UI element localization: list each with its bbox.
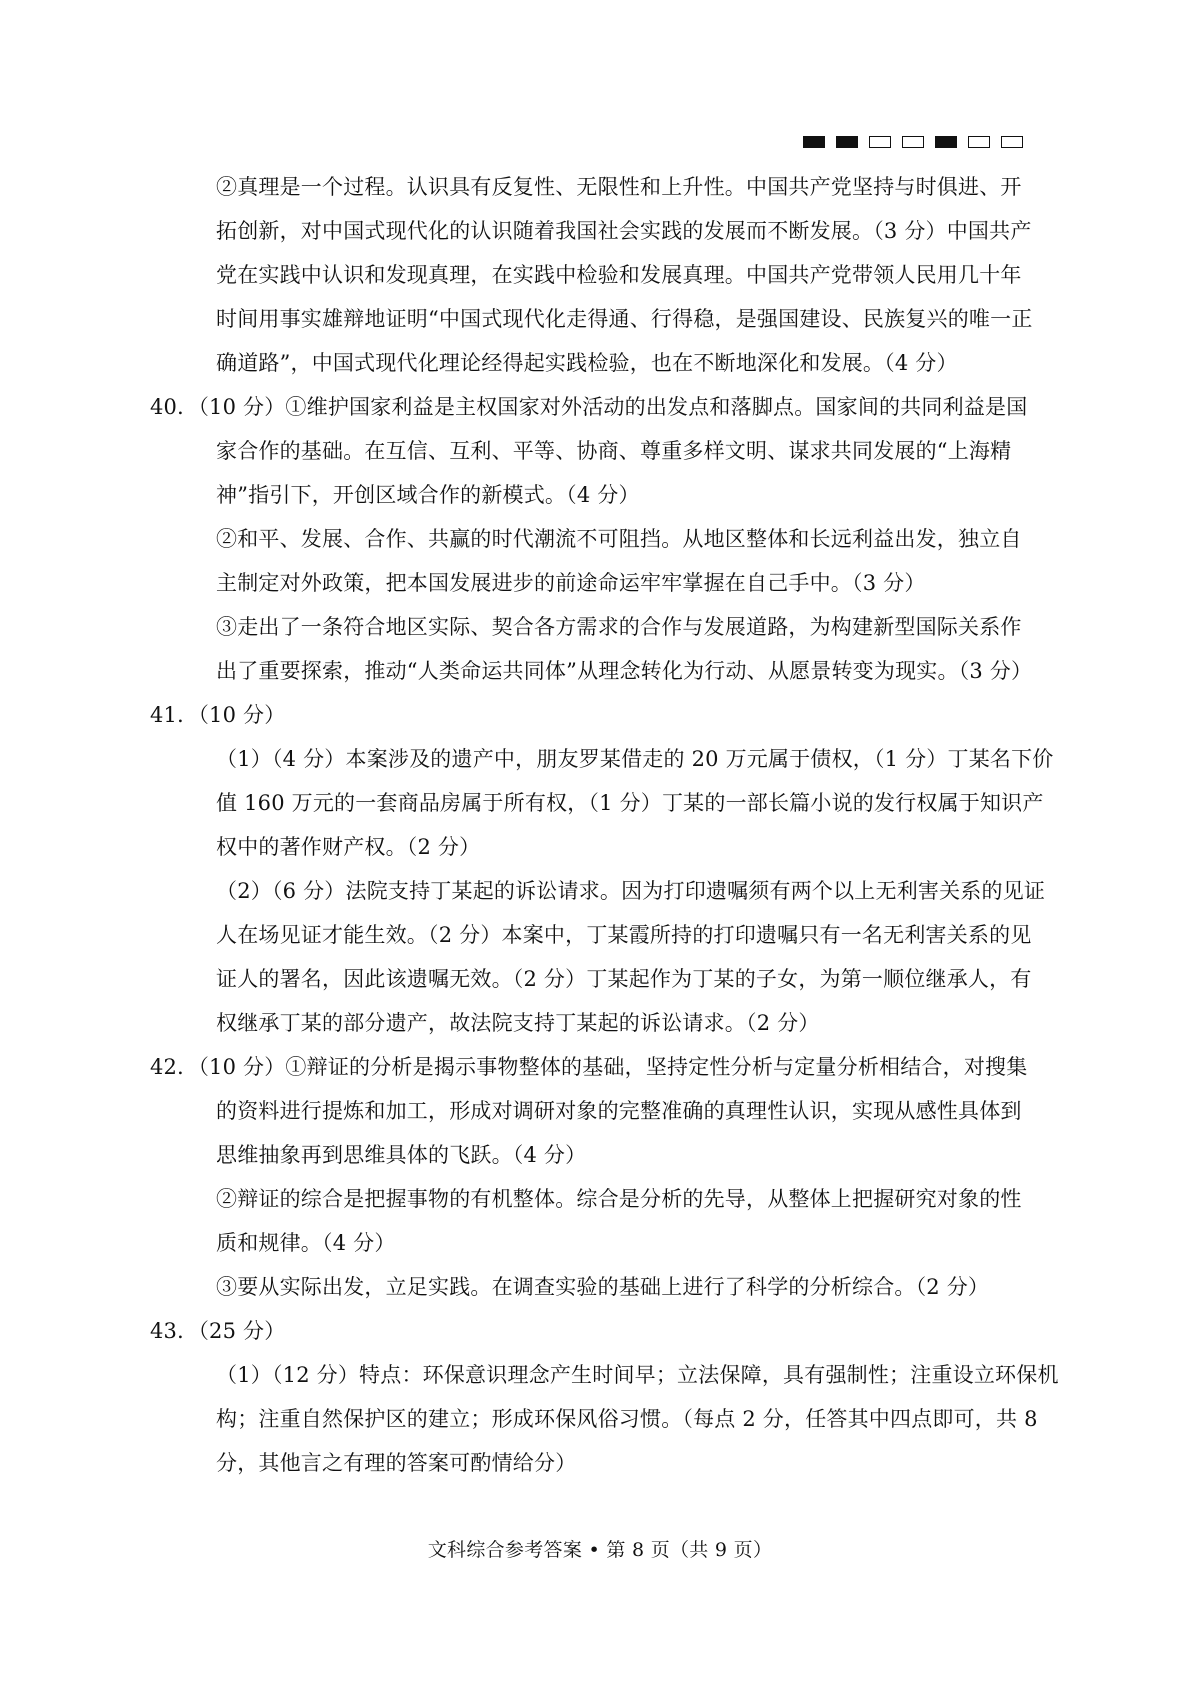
text-line: 值 160 万元的一套商品房属于所有权，（1 分）丁某的一部长篇小说的发行权属于知识产 xyxy=(216,791,1044,815)
text-line: 时间用事实雄辩地证明“中国式现代化走得通、行得稳，是强国建设、民族复兴的唯一正 xyxy=(216,307,1033,331)
text-line: ③走出了一条符合地区实际、契合各方需求的合作与发展道路，为构建新型国际关系作 xyxy=(216,615,1022,639)
header-mark xyxy=(869,136,891,148)
text-line: 出了重要探索，推动“人类命运共同体”从理念转化为行动、从愿景转变为现实。（3 分） xyxy=(216,659,1033,683)
question-41-line: 41．（10 分） xyxy=(150,703,286,727)
text-line: 质和规律。（4 分） xyxy=(216,1231,396,1255)
text-line: 权继承丁某的部分遗产，故法院支持丁某起的诉讼请求。（2 分） xyxy=(216,1011,820,1035)
text-line: （1）（12 分）特点：环保意识理念产生时间早；立法保障，具有强制性；注重设立环保机 xyxy=(216,1363,1059,1387)
text-line: 神”指引下，开创区域合作的新模式。（4 分） xyxy=(216,483,640,507)
header-mark xyxy=(902,136,924,148)
text-line: 确道路”，中国式现代化理论经得起实践检验，也在不断地深化和发展。（4 分） xyxy=(216,351,958,375)
text-line: 主制定对外政策，把本国发展进步的前途命运牢牢掌握在自己手中。（3 分） xyxy=(216,571,926,595)
text-line: 证人的署名，因此该遗嘱无效。（2 分）丁某起作为丁某的子女，为第一顺位继承人，有 xyxy=(216,967,1032,991)
header-mark xyxy=(968,136,990,148)
text-line: ②辩证的综合是把握事物的有机整体。综合是分析的先导，从整体上把握研究对象的性 xyxy=(216,1187,1022,1211)
text-line: （2）（6 分）法院支持丁某起的诉讼请求。因为打印遗嘱须有两个以上无利害关系的见证 xyxy=(216,879,1046,903)
text-line: 权中的著作财产权。（2 分） xyxy=(216,835,481,859)
text-line: 家合作的基础。在互信、互利、平等、协商、尊重多样文明、谋求共同发展的“上海精 xyxy=(216,439,1012,463)
question-43-line: 43．（25 分） xyxy=(150,1319,286,1343)
text-line: ②真理是一个过程。认识具有反复性、无限性和上升性。中国共产党坚持与时俱进、开 xyxy=(216,175,1022,199)
text-line: ③要从实际出发，立足实践。在调查实验的基础上进行了科学的分析综合。（2 分） xyxy=(216,1275,990,1299)
text-line: ②和平、发展、合作、共赢的时代潮流不可阻挡。从地区整体和长远利益出发，独立自 xyxy=(216,527,1022,551)
header-mark xyxy=(935,136,957,148)
header-mark xyxy=(836,136,858,148)
text-line: （1）（4 分）本案涉及的遗产中，朋友罗某借走的 20 万元属于债权，（1 分）丁某名下价 xyxy=(216,747,1054,771)
text-line: 的资料进行提炼和加工，形成对调研对象的完整准确的真理性认识，实现从感性具体到 xyxy=(216,1099,1022,1123)
text-line: 构；注重自然保护区的建立；形成环保风俗习惯。（每点 2 分，任答其中四点即可，共 8 xyxy=(216,1407,1038,1431)
page-footer: 文科综合参考答案 • 第 8 页（共 9 页） xyxy=(427,1539,773,1561)
question-40-line: 40．（10 分）①维护国家利益是主权国家对外活动的出发点和落脚点。国家间的共同利益是国 xyxy=(150,395,1028,419)
text-line: 思维抽象再到思维具体的飞跃。（4 分） xyxy=(216,1143,587,1167)
text-line: 党在实践中认识和发现真理，在实践中检验和发展真理。中国共产党带领人民用几十年 xyxy=(216,263,1022,287)
question-42-line: 42．（10 分）①辩证的分析是揭示事物整体的基础，坚持定性分析与定量分析相结合，对搜集 xyxy=(150,1055,1028,1079)
header-mark xyxy=(1001,136,1023,148)
header-mark xyxy=(803,136,825,148)
text-line: 拓创新，对中国式现代化的认识随着我国社会实践的发展而不断发展。（3 分）中国共产 xyxy=(216,219,1032,243)
text-line: 人在场见证才能生效。（2 分）本案中，丁某霞所持的打印遗嘱只有一名无利害关系的见 xyxy=(216,923,1032,947)
text-line: 分，其他言之有理的答案可酌情给分） xyxy=(216,1451,577,1475)
